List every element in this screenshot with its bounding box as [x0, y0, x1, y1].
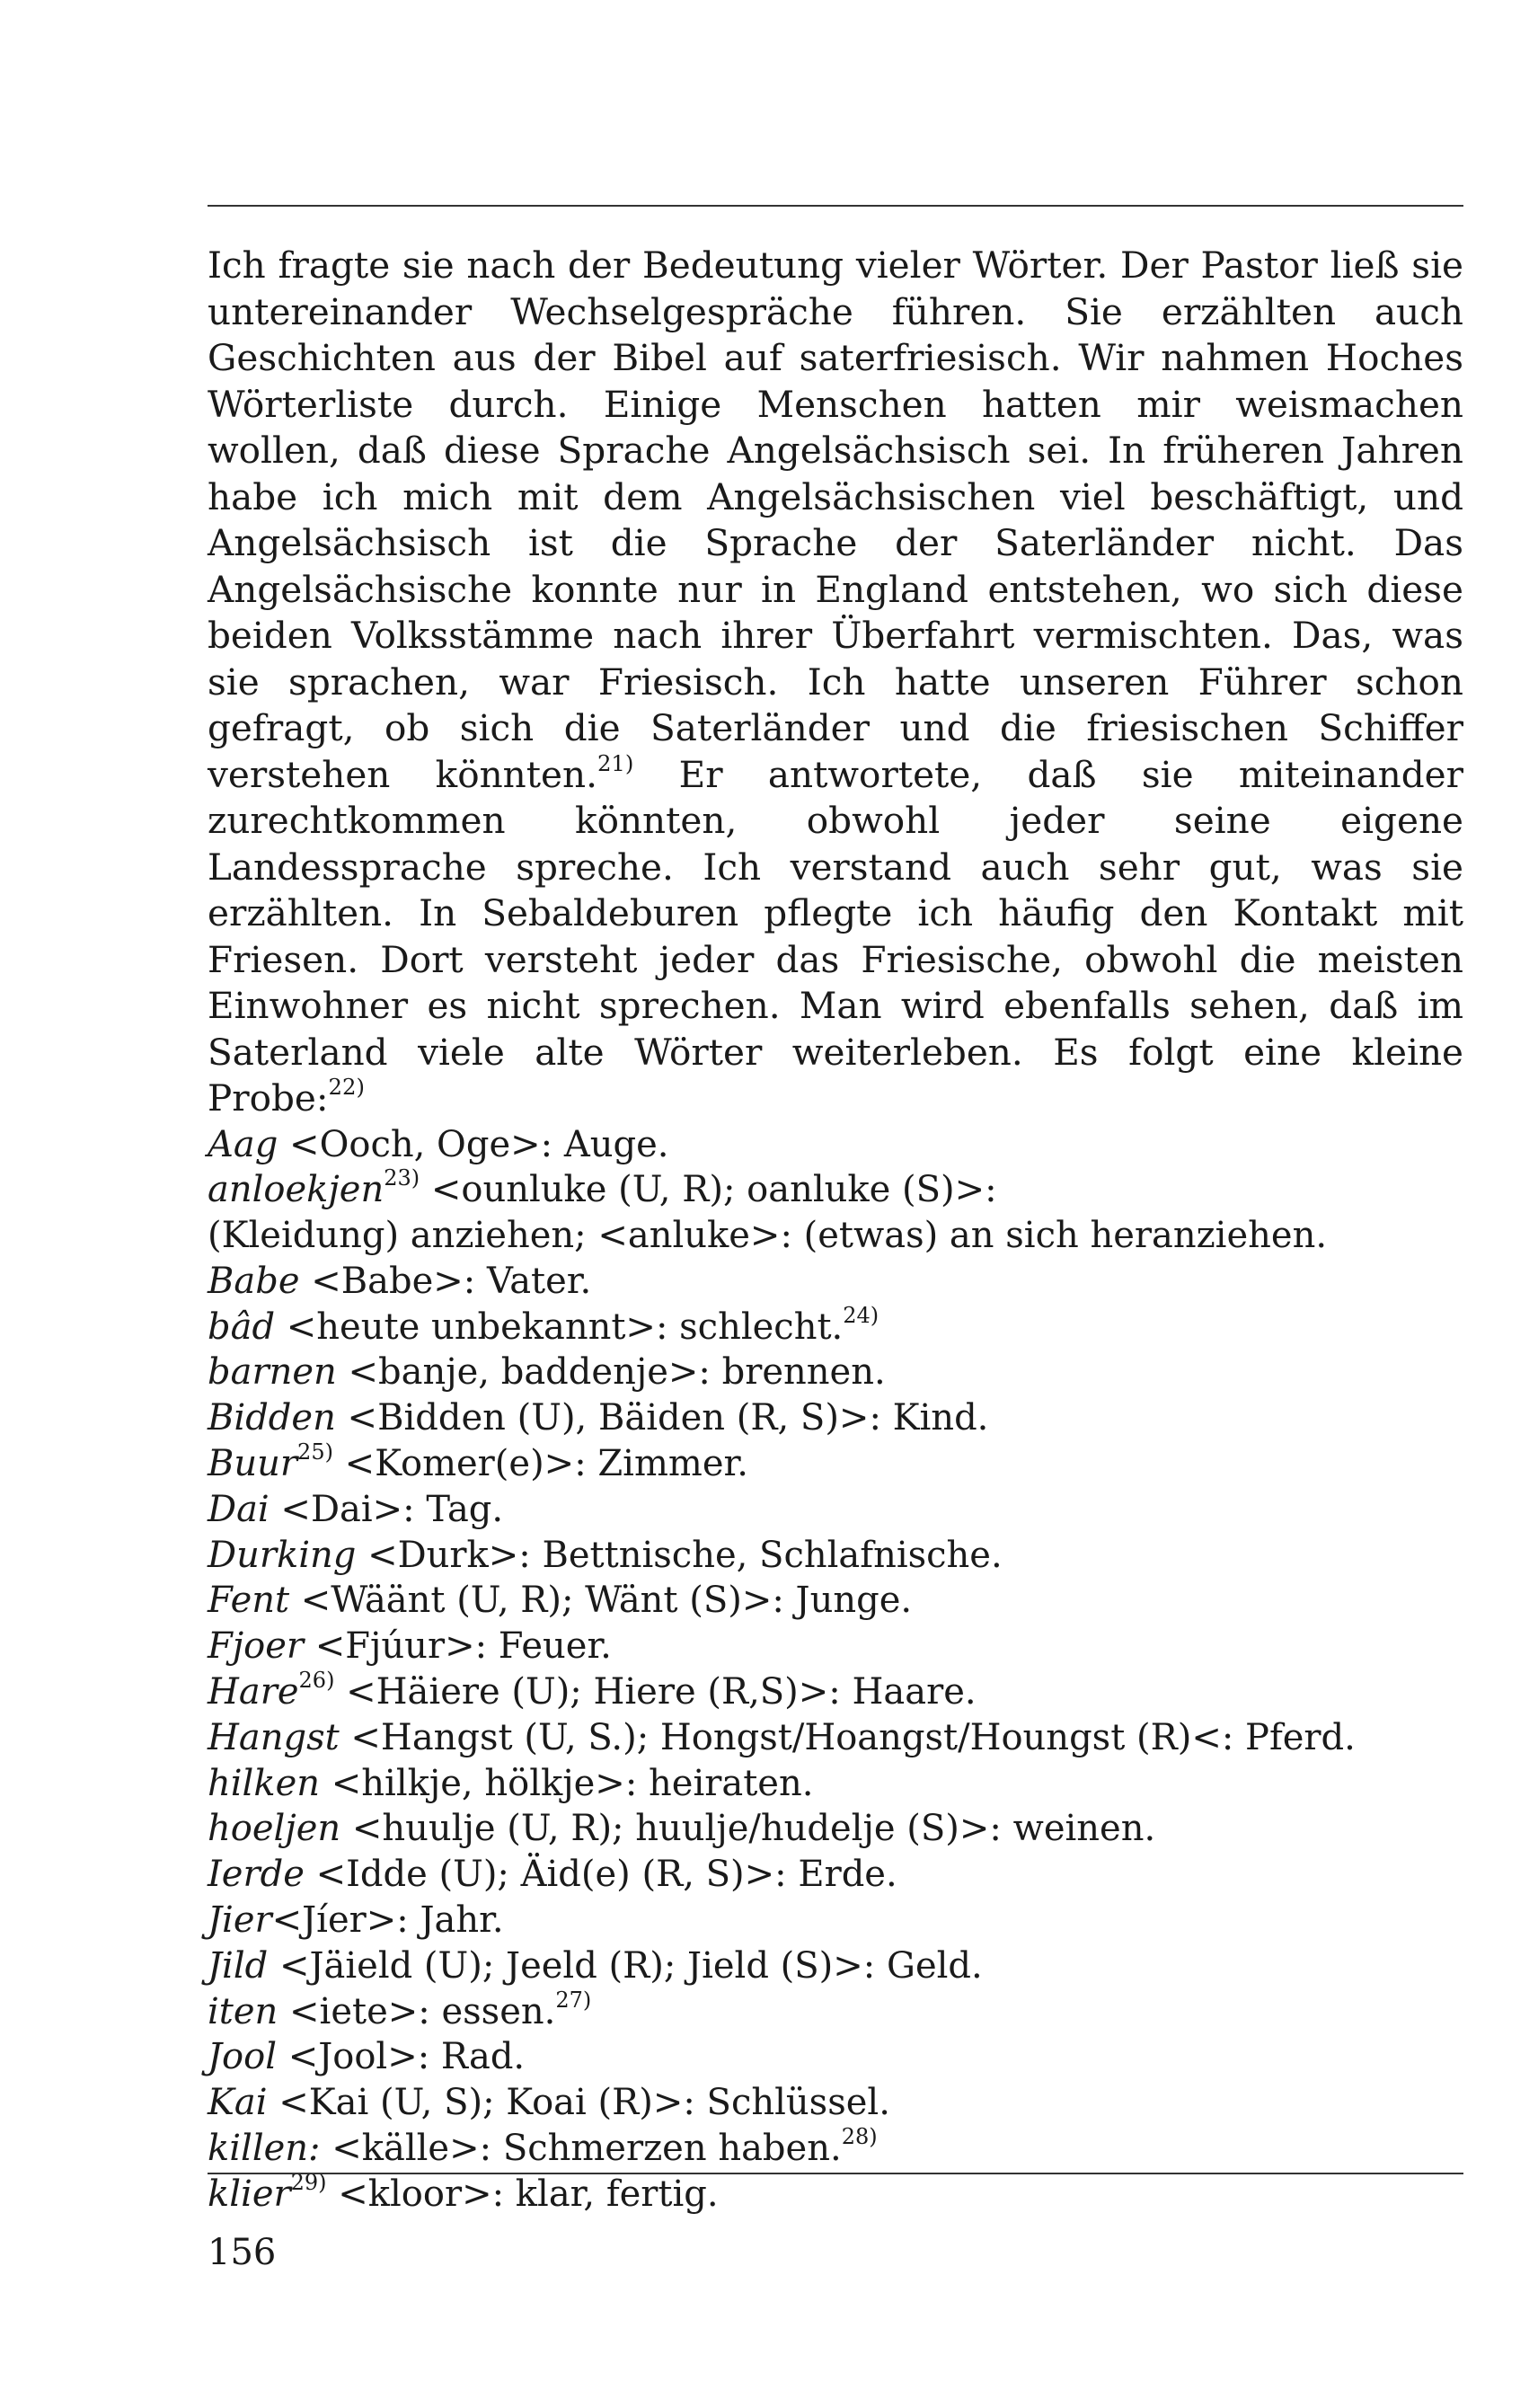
entry-definition: <huulje (U, R); huulje/hudelje (S)>: weinen. [340, 1808, 1156, 1850]
paragraph-text: Ich fragte sie nach der Bedeutung vieler Wörter. Der Pastor ließ sie untereinander Wechselgespräche führen. Sie erzählten auch Geschichten aus der Bibel auf saterfriesisch. Wir nahmen Hoches Wörterliste durch. Einige Menschen hatten mir weismachen wollen, daß diese Sprache Angelsächsisch sei. In früheren Jahren habe ich mich mit dem Angelsächsischen viel beschäftigt, und Angelsächsisch ist die Sprache der Saterländer nicht. Das Angelsächsische konnte nur in England entstehen, wo sich diese beiden Volksstämme nach ihrer Überfahrt vermischten. Das, was sie sprachen, war Friesisch. Ich hatte unseren Führer schon gefragt, ob sich die Saterländer und die friesischen Schiffer verstehen könnten. [208, 243, 1463, 796]
entry-headword: Jild [208, 1944, 269, 1987]
footnote-marker: 24) [843, 1302, 879, 1328]
entry-headword: anloekjen [208, 1169, 384, 1211]
word-entry [208, 1806, 1463, 1852]
entry-headword: Bidden [208, 1397, 336, 1439]
word-entry [208, 1533, 1463, 1579]
entry-definition: <hilkje, hölkje>: heiraten. [320, 1762, 814, 1804]
entry-headword: iten [208, 1990, 278, 2032]
entry-definition: <Babe>: Vater. [299, 1260, 592, 1302]
footnote-marker: 29) [290, 2169, 327, 2195]
entry-headword: Dai [208, 1488, 270, 1530]
entry-definition: <Komer(e)>: Zimmer. [332, 1443, 748, 1485]
word-entry [208, 1167, 1463, 1213]
entry-definition: <heute unbekannt>: schlecht. [275, 1306, 844, 1348]
word-entry [208, 2034, 1463, 2080]
word-entry [208, 1122, 1463, 1168]
word-entry [208, 2169, 1463, 2218]
word-list [208, 1122, 1463, 2218]
entry-definition: <Wäänt (U, R); Wänt (S)>: Junge. [289, 1580, 913, 1622]
word-entry [208, 1852, 1463, 1898]
footnote-marker: 22) [328, 1073, 365, 1100]
word-entry [208, 1624, 1463, 1669]
body-paragraph [208, 243, 1463, 1122]
entry-definition: <källe>: Schmerzen haben. [320, 2128, 842, 2170]
entry-headword: Ierde [208, 1854, 305, 1896]
entry-headword: Hangst [208, 1716, 340, 1758]
entry-definition: <Ooch, Oge>: Auge. [278, 1123, 669, 1165]
word-entry [208, 1715, 1463, 1761]
word-entry [208, 1989, 1463, 2035]
entry-headword: Jool [208, 2036, 277, 2078]
page-body [208, 243, 1463, 2218]
word-entry [208, 1943, 1463, 1989]
entry-definition: <banje, baddenje>: brennen. [336, 1351, 886, 1394]
footnote-marker: 28) [841, 2124, 878, 2150]
entry-headword: killen: [208, 2128, 321, 2170]
footnote-marker: 25) [297, 1439, 333, 1465]
word-entry [208, 1350, 1463, 1395]
entry-headword: Fent [208, 1580, 290, 1622]
entry-headword: Fjoer [208, 1625, 305, 1668]
entry-definition: <Jäield (U); Jeeld (R); Jield (S)>: Geld. [268, 1944, 983, 1987]
entry-headword: Kai [208, 2082, 268, 2124]
footnote-marker: 26) [298, 1668, 335, 1694]
footnote-marker: 27) [555, 1987, 592, 2013]
entry-headword: bâd [208, 1306, 276, 1348]
word-entry [208, 1259, 1463, 1305]
entry-definition: <Kai (U, S); Koai (R)>: Schlüssel. [267, 2082, 890, 2124]
entry-headword: Jier [208, 1899, 272, 1942]
word-entry [208, 1487, 1463, 1533]
bottom-rule [208, 2173, 1463, 2174]
word-entry [208, 1395, 1463, 1441]
entry-definition: <Hangst (U, S.); Hongst/Hoangst/Houngst (R)<: Pferd. [339, 1716, 1356, 1758]
entry-definition: <Fjúur>: Feuer. [304, 1625, 612, 1668]
entry-definition: <Durk>: Bettnische, Schlafnische. [356, 1534, 1003, 1576]
page-number: 156 [208, 2232, 277, 2273]
word-entry [208, 1898, 1463, 1943]
word-entry [208, 2080, 1463, 2126]
word-entry [208, 1302, 1463, 1350]
word-entry [208, 1441, 1463, 1487]
entry-headword: klier [208, 2173, 291, 2215]
entry-definition: (Kleidung) anziehen; <anluke>: (etwas) an sich heranziehen. [208, 1215, 1328, 1257]
word-entry [208, 1669, 1463, 1715]
word-entry [208, 2126, 1463, 2172]
top-rule [208, 205, 1463, 207]
entry-headword: Durking [208, 1534, 357, 1576]
entry-definition: <Dai>: Tag. [269, 1488, 504, 1530]
entry-headword: hoeljen [208, 1808, 341, 1850]
word-entry [208, 1213, 1463, 1259]
entry-definition: <Jool>: Rad. [277, 2036, 526, 2078]
entry-definition: <Bidden (U), Bäiden (R, S)>: Kind. [335, 1397, 989, 1439]
entry-headword: Aag [208, 1123, 278, 1165]
entry-headword: Babe [208, 1260, 300, 1302]
footnote-marker: 23) [384, 1165, 420, 1191]
footnote-marker: 21) [597, 749, 634, 776]
word-entry [208, 1578, 1463, 1624]
entry-headword: barnen [208, 1351, 337, 1394]
word-entry [208, 1761, 1463, 1807]
entry-definition: <iete>: essen. [278, 1990, 556, 2032]
entry-definition: <Idde (U); Äid(e) (R, S)>: Erde. [304, 1854, 897, 1896]
paragraph-text: Er antwortete, daß sie miteinander zurechtkommen könnten, obwohl jeder seine eigene Landessprache spreche. Ich verstand auch sehr gut, was sie erzählten. In Sebaldeburen pflegte ich häufig den Kontakt mit Friesen. Dort versteht jeder das Friesische, obwohl die meisten Einwohner es nicht sprechen. Man wird ebenfalls sehen, daß im Saterland viele alte Wörter weiterleben. Es folgt eine kleine Probe: [208, 752, 1463, 1120]
entry-headword: Hare [208, 1671, 299, 1713]
entry-definition: <Jíer>: Jahr. [271, 1899, 504, 1942]
entry-headword: hilken [208, 1762, 321, 1804]
entry-definition: <Häiere (U); Hiere (R,S)>: Haare. [334, 1671, 977, 1713]
entry-definition: <ounluke (U, R); oanluke (S)>: [420, 1169, 997, 1211]
entry-headword: Buur [208, 1443, 298, 1485]
entry-definition: <kloor>: klar, fertig. [326, 2173, 719, 2215]
